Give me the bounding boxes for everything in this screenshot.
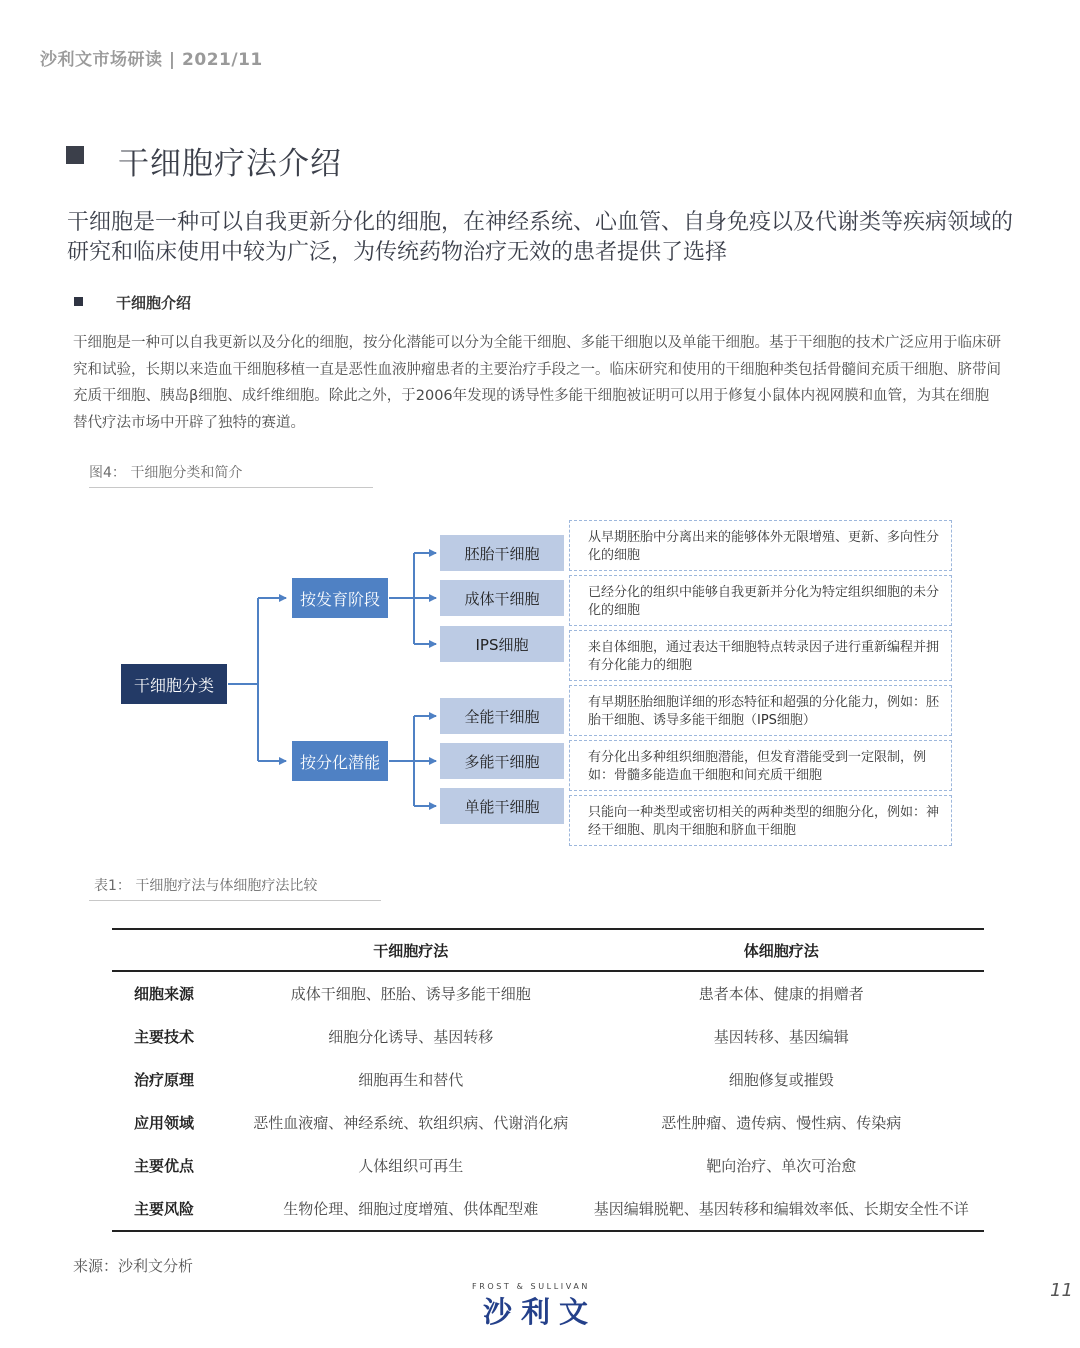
table-row <box>112 1058 984 1101</box>
table-row-header: 应用领域 <box>134 1113 195 1132</box>
diagram-leaf-pluripotent: 多能干细胞 <box>440 743 564 779</box>
table-cell: 人体组织可再生 <box>358 1156 464 1175</box>
diagram-leaf-totipotent: 全能干细胞 <box>440 698 564 734</box>
section-paragraph: 干细胞是一种可以自我更新以及分化的细胞，按分化潜能可以分为全能干细胞、多能干细胞以及单能干细胞。基于干细胞的技术广泛应用于临床研究和试验，长期以来造血干细胞移植一直是恶性血液肿瘤患者的主要治疗手段之一。临床研究和使用的干细胞种类包括骨髓间充质干细胞、脐带间充质干细胞、胰岛β细胞、成纤维细胞。除此之外，于2006年发现的诱导性多能干细胞被证明可以用于修复小鼠体内视网膜和血管，为其在细胞替代疗法市场中开辟了独特的赛道。 <box>73 335 1001 431</box>
table-row <box>112 1144 984 1187</box>
diagram-desc-totipotent: 有早期胚胎细胞详细的形态特征和超强的分化能力，例如：胚胎干细胞、诱导多能干细胞（IPS细胞） <box>569 685 952 736</box>
table-row <box>112 1015 984 1058</box>
table-row-header: 细胞来源 <box>134 984 195 1003</box>
table-cell: 患者本体、健康的捐赠者 <box>698 984 864 1003</box>
table-row-header: 主要风险 <box>112 1187 243 1231</box>
table-header-cell <box>112 929 243 971</box>
table-caption-rule <box>89 900 381 901</box>
figure-caption: 图4： 干细胞分类和简介 <box>89 465 243 481</box>
table-header-cell: 体细胞疗法 <box>579 929 984 971</box>
page-title: 干细胞疗法介绍 <box>118 146 342 182</box>
table-cell: 成体干细胞、胚胎、诱导多能干细胞 <box>290 984 531 1003</box>
page-number: 11 <box>1050 1280 1073 1301</box>
source-note: 来源：沙利文分析 <box>73 1257 194 1275</box>
table-cell: 细胞再生和替代 <box>358 1070 464 1089</box>
table-cell: 生物伦理、细胞过度增殖、供体配型难 <box>243 1187 579 1231</box>
diagram-leaf-unipotent: 单能干细胞 <box>440 788 564 824</box>
table-row <box>112 971 984 1015</box>
table-row-header: 主要技术 <box>134 1027 195 1046</box>
table-cell: 恶性肿瘤、遗传病、慢性病、传染病 <box>661 1113 902 1132</box>
comparison-table <box>112 928 984 1232</box>
table-cell: 细胞修复或摧毁 <box>728 1070 834 1089</box>
table-cell: 基因转移、基因编辑 <box>713 1027 849 1046</box>
diagram-leaf-adult: 成体干细胞 <box>440 580 564 616</box>
section-label: 干细胞介绍 <box>116 294 192 312</box>
frost-sullivan-logo: 沙利文 <box>483 1295 598 1329</box>
logo-wordmark: FROST & SULLIVAN <box>472 1282 590 1291</box>
report-header: 沙利文市场研读 | 2021/11 <box>40 50 263 70</box>
page-subtitle: 干细胞是一种可以自我更新分化的细胞，在神经系统、心血管、自身免疫以及代谢类等疾病领域的研究和临床使用中较为广泛，为传统药物治疗无效的患者提供了选择 <box>67 210 1014 265</box>
table-header-cell: 干细胞疗法 <box>243 929 579 971</box>
diagram-desc-adult: 已经分化的组织中能够自我更新并分化为特定组织细胞的未分化的细胞 <box>569 575 952 626</box>
diagram-leaf-embryonic: 胚胎干细胞 <box>440 535 564 571</box>
table-caption: 表1： 干细胞疗法与体细胞疗法比较 <box>94 878 318 894</box>
diagram-group-differentiation-potential: 按分化潜能 <box>292 741 388 781</box>
table-cell: 基因编辑脱靶、基因转移和编辑效率低、长期安全性不详 <box>579 1187 984 1231</box>
table-cell: 靶向治疗、单次可治愈 <box>706 1156 857 1175</box>
diagram-group-development-stage: 按发育阶段 <box>292 578 388 618</box>
diagram-desc-embryonic: 从早期胚胎中分离出来的能够体外无限增殖、更新、多向性分化的细胞 <box>569 520 952 571</box>
table-row-header: 主要优点 <box>134 1156 195 1175</box>
table-row <box>112 1101 984 1144</box>
diagram-desc-pluripotent: 有分化出多种组织细胞潜能，但发育潜能受到一定限制，例如：骨髓多能造血干细胞和间充质干细胞 <box>569 740 952 791</box>
table-row-header: 治疗原理 <box>134 1070 195 1089</box>
diagram-root-box: 干细胞分类 <box>121 664 227 704</box>
diagram-desc-ips: 来自体细胞，通过表达干细胞特点转录因子进行重新编程并拥有分化能力的细胞 <box>569 630 952 681</box>
diagram-leaf-ips: IPS细胞 <box>440 626 564 662</box>
diagram-desc-unipotent: 只能向一种类型或密切相关的两种类型的细胞分化，例如：神经干细胞、肌肉干细胞和脐血干细胞 <box>569 795 952 846</box>
table-header-row <box>112 929 984 971</box>
table-cell: 恶性血液瘤、神经系统、软组织病、代谢消化病 <box>253 1113 569 1132</box>
table-row <box>112 1187 984 1231</box>
table-cell: 细胞分化诱导、基因转移 <box>328 1027 494 1046</box>
